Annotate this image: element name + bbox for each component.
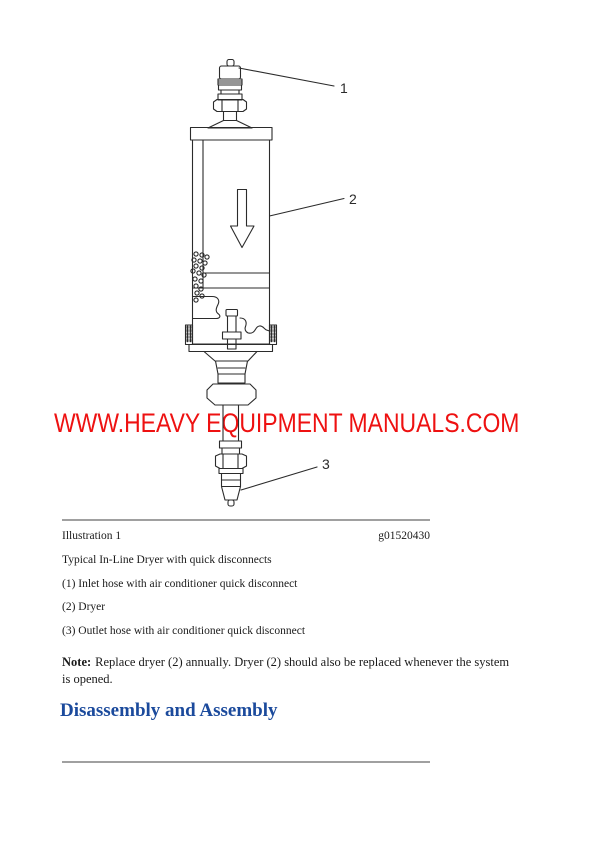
figure-key-item-3: (3) Outlet hose with air conditioner quick disconnect <box>62 625 306 637</box>
watermark-text: WWW.HEAVY EQUIPMENT MANUALS.COM <box>54 408 520 438</box>
section-heading: Disassembly and Assembly <box>60 700 278 721</box>
desiccant-beads <box>191 252 209 302</box>
dryer-figure-drawing <box>180 45 380 515</box>
dryer-top-plate <box>191 128 273 141</box>
flow-arrow-icon <box>231 190 255 248</box>
outlet-tube <box>223 405 239 441</box>
leader-line-2 <box>270 199 345 217</box>
note-text: Replace dryer (2) annually. Dryer (2) should also be replaced whenever the system is opened. <box>62 655 510 686</box>
inlet-fitting-nub <box>227 60 234 67</box>
inlet-fitting-cap <box>220 66 241 79</box>
inlet-fitting-flange <box>208 121 252 129</box>
figure-title: Typical In-Line Dryer with quick disconnects <box>62 554 272 566</box>
outlet-coupler <box>207 384 256 405</box>
inlet-fitting-ribs <box>218 79 242 85</box>
dryer-body-shell <box>193 140 270 344</box>
outlet-fitting-hex-nut <box>216 454 247 469</box>
crimp-band-right <box>270 325 277 345</box>
figure-key-item-2: (2) Dryer <box>62 601 106 613</box>
section-divider <box>62 761 430 763</box>
figure-key-item-1: (1) Inlet hose with air conditioner quick disconnect <box>62 578 298 590</box>
note-paragraph <box>62 654 512 688</box>
crimp-band-left <box>186 325 193 345</box>
bottom-skirt <box>204 352 257 362</box>
cutaway-casting <box>240 318 270 333</box>
leader-line-3 <box>241 467 317 490</box>
figure-id: g01520430 <box>378 530 430 542</box>
internal-fitting <box>223 310 242 350</box>
outlet-fitting-nub <box>228 500 234 506</box>
illustration-label: Illustration 1 <box>62 530 122 542</box>
note-label: Note: <box>62 655 92 669</box>
caption-divider <box>62 519 430 521</box>
callout-2-label: 2 <box>349 191 357 207</box>
cutaway-ledge <box>193 297 220 319</box>
bottom-end-cap <box>189 345 273 352</box>
callout-3-label: 3 <box>322 456 330 472</box>
outlet-fitting-cap <box>222 487 241 501</box>
inlet-fitting-hex-nut <box>214 100 247 112</box>
callout-1-label: 1 <box>340 80 348 96</box>
leader-line-1 <box>239 68 334 86</box>
